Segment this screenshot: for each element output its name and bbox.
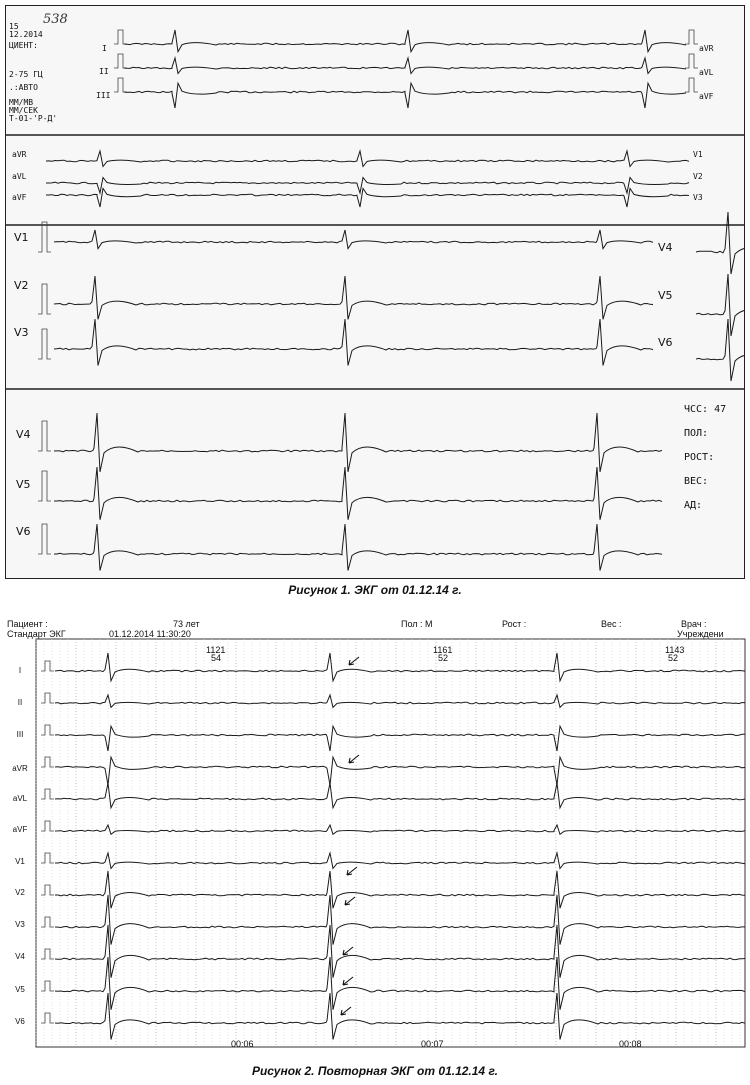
ecg-trace (55, 695, 745, 707)
ecg-trace (46, 151, 689, 167)
ecg-trace (54, 524, 662, 571)
institution-label: Учреждени (677, 629, 724, 639)
time-mark: 00:07 (421, 1039, 444, 1049)
info-heart-rate: ЧСС: 47 (684, 404, 727, 415)
lead-label-V2: V2 (693, 172, 703, 181)
figure-2-traces (5, 615, 746, 1052)
annotation-arrow (347, 867, 357, 875)
lead-label-I: I (18, 666, 22, 675)
lead-label-V1: V1 (693, 150, 703, 159)
rr-interval-value: 1121 (206, 645, 226, 655)
figure-1-traces (6, 6, 744, 578)
lead-label-aVL: aVL (12, 794, 28, 803)
lead-label-aVR: aVR (699, 44, 714, 53)
info-sex: ПОЛ: (684, 428, 709, 439)
heart-rate-value: 52 (668, 653, 679, 663)
lead-label-V4: V4 (16, 428, 31, 441)
annotation-arrow (345, 897, 355, 905)
lead-label-aVF: aVF (12, 825, 28, 834)
ecg-trace (55, 925, 745, 978)
figure-1-caption: Рисунок 1. ЭКГ от 01.12.14 г. (288, 583, 462, 597)
lead-label-V6: V6 (16, 525, 31, 538)
lead-label-V6: V6 (15, 1017, 25, 1026)
record-datetime: 01.12.2014 11:30:20 (109, 629, 191, 639)
rr-interval-value: 1161 (433, 645, 453, 655)
lead-label-aVF: aVF (12, 193, 27, 202)
ecg-trace (54, 319, 653, 366)
ecg-trace (54, 230, 653, 249)
ecg-trace (696, 274, 744, 336)
ecg-trace (46, 178, 689, 194)
ecg-trace (46, 188, 689, 207)
calibration-pulse (114, 30, 127, 44)
patient-height: Рост : (502, 619, 527, 629)
ecg-trace (124, 83, 686, 108)
lead-label-II: II (17, 698, 23, 707)
ecg-trace (55, 653, 745, 681)
ecg-trace (55, 757, 745, 785)
rr-interval-value: 1143 (665, 645, 685, 655)
lead-label-aVL: aVL (699, 68, 714, 77)
ecg-trace (55, 783, 745, 808)
time-mark: 00:06 (231, 1039, 254, 1049)
ecg-trace (54, 276, 653, 319)
time-mark: 00:08 (619, 1039, 642, 1049)
record-type: Стандарт ЭКГ (7, 629, 66, 639)
patient-label: Пациент : (7, 619, 48, 629)
lead-label-V1: V1 (14, 231, 29, 244)
calibration-pulse (114, 54, 127, 68)
lead-label-V3: V3 (693, 193, 703, 202)
info-blood-pressure: АД: (684, 500, 703, 511)
ecg-trace (55, 993, 745, 1040)
patient-sex: Пол : М (401, 619, 433, 629)
header-line: ЦИЕНТ: (9, 41, 38, 50)
info-height: РОСТ: (684, 452, 715, 463)
ecg-trace (55, 895, 745, 945)
annotation-arrow (349, 755, 359, 763)
ecg-trace (54, 413, 662, 472)
patient-age: 73 лет (173, 619, 200, 629)
calibration-pulse (41, 885, 54, 895)
calibration-pulse (685, 54, 698, 68)
lead-label-V3: V3 (15, 920, 25, 929)
ecg-trace (55, 871, 745, 908)
calibration-pulse (685, 78, 698, 92)
handwritten-note: 538 (43, 12, 68, 27)
figure-2-caption: Рисунок 2. Повторная ЭКГ от 01.12.14 г. (251, 1064, 499, 1078)
ecg-trace (55, 825, 745, 834)
lead-label-III: III (96, 91, 111, 100)
lead-label-I: I (102, 44, 107, 53)
annotation-arrow (341, 1007, 351, 1015)
header-line: Т-01-'Р-Д' (9, 114, 58, 123)
ecg-trace (124, 30, 686, 52)
ecg-trace (55, 957, 745, 1010)
calibration-pulse (38, 222, 51, 252)
figure-2-ecg (5, 615, 746, 1052)
lead-label-II: II (99, 67, 109, 76)
lead-label-V1: V1 (15, 857, 25, 866)
calibration-pulse (114, 78, 127, 92)
lead-label-aVF: aVF (699, 92, 714, 101)
header-line: 12.2014 (9, 30, 43, 39)
lead-label-V6: V6 (658, 336, 673, 349)
heart-rate-value: 54 (211, 653, 222, 663)
header-line: ММ/МВ (9, 98, 34, 107)
header-line: ММ/СЕК (9, 106, 38, 115)
info-weight: ВЕС: (684, 476, 709, 487)
ecg-trace (124, 58, 686, 74)
calibration-pulse (38, 284, 51, 314)
ecg-trace (696, 319, 744, 381)
ecg-trace (55, 726, 745, 751)
lead-label-V2: V2 (15, 888, 25, 897)
lead-label-V5: V5 (15, 985, 25, 994)
calibration-pulse (685, 30, 698, 44)
annotation-arrow (349, 657, 359, 665)
lead-label-aVR: aVR (12, 150, 27, 159)
calibration-pulse (41, 981, 54, 991)
header-line: .:АВТО (9, 83, 38, 92)
lead-label-V4: V4 (658, 241, 673, 254)
lead-label-V5: V5 (16, 478, 31, 491)
lead-label-V3: V3 (14, 326, 29, 339)
doctor-label: Врач : (681, 619, 707, 629)
lead-label-III: III (16, 730, 24, 739)
lead-label-aVR: aVR (12, 764, 28, 773)
lead-label-V5: V5 (658, 289, 673, 302)
calibration-pulse (38, 471, 51, 501)
heart-rate-value: 52 (438, 653, 449, 663)
calibration-pulse (38, 329, 51, 359)
ecg-trace (54, 467, 662, 520)
ecg-trace (55, 853, 745, 869)
calibration-pulse (41, 693, 54, 703)
calibration-pulse (38, 421, 51, 451)
lead-label-aVL: aVL (12, 172, 27, 181)
calibration-pulse (38, 524, 51, 554)
calibration-pulse (41, 789, 54, 799)
header-line: 15 (9, 22, 19, 31)
lead-label-V2: V2 (14, 279, 29, 292)
lead-label-V4: V4 (15, 952, 25, 961)
ecg-trace (696, 212, 744, 274)
patient-weight: Вес : (601, 619, 622, 629)
figure-1-ecg (5, 5, 745, 579)
header-line: 2-75 ГЦ (9, 70, 43, 79)
